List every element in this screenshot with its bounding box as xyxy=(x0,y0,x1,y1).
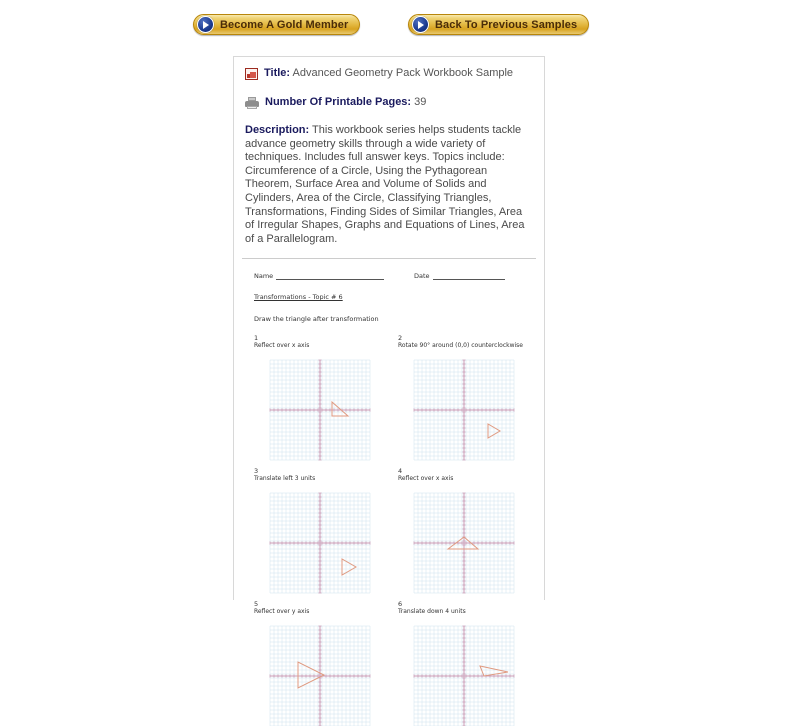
title-row xyxy=(245,66,533,85)
problem-text: Rotate 90° around (0,0) counterclockwise xyxy=(398,342,523,350)
worksheet-date-field xyxy=(414,271,505,280)
description-block xyxy=(245,124,533,246)
problem-number: 4 xyxy=(398,467,403,476)
coordinate-grid-svg xyxy=(270,493,370,593)
worksheet-name-field xyxy=(254,271,414,280)
axes xyxy=(270,360,370,460)
sample-details-panel xyxy=(233,56,545,616)
printable-pages-value: 39 xyxy=(414,96,427,108)
worksheet-name-rule xyxy=(276,271,384,280)
worksheet-problem-grid xyxy=(254,334,530,726)
problem-number: 5 xyxy=(254,600,259,609)
printable-pages-text xyxy=(265,95,426,109)
become-gold-member-label: Become A Gold Member xyxy=(220,18,349,31)
axes xyxy=(414,626,514,726)
problem-graph xyxy=(398,626,530,726)
axes xyxy=(270,626,370,726)
problem-graph xyxy=(398,493,530,593)
worksheet-name-date-row xyxy=(254,271,530,280)
problem-graph xyxy=(254,360,386,460)
worksheet-name-label: Name xyxy=(254,272,274,281)
description-value: This workbook series helps students tackle advance geometry skills through a wide variety of techniques. Includes full answer keys. Topics include: Circumference of a Circle, Using the Pythagorean Theorem, Surface Area and Volume of Solids and Cylinders, Area of the Circle, Classifying Triangles, Transformations, Finding Sides of Similar Triangles, Area of Irregular Shapes, Graphs and Equations of Lines, Area of a Parallelogram. xyxy=(245,124,525,245)
worksheet-date-rule xyxy=(433,271,505,280)
image-file-icon xyxy=(245,67,258,85)
worksheet-topic-heading: Transformations - Topic # 6 xyxy=(254,293,343,302)
worksheet-problem xyxy=(254,600,386,726)
problem-text: Reflect over x axis xyxy=(398,475,454,483)
top-button-bar xyxy=(0,0,800,48)
axes xyxy=(414,360,514,460)
problem-number: 3 xyxy=(254,467,259,476)
axes xyxy=(414,493,514,593)
coordinate-grid-svg xyxy=(270,360,370,460)
back-to-previous-samples-button[interactable] xyxy=(408,14,589,35)
problem-number: 2 xyxy=(398,334,403,343)
worksheet-instruction: Draw the triangle after transformation xyxy=(254,315,379,324)
title-value: Advanced Geometry Pack Workbook Sample xyxy=(292,67,514,79)
worksheet-problem xyxy=(254,334,386,460)
play-circle-icon xyxy=(412,16,429,33)
printable-pages-row xyxy=(245,95,533,114)
worksheet-problem xyxy=(398,334,530,460)
coordinate-grid-svg xyxy=(270,626,370,726)
problem-number: 6 xyxy=(398,600,403,609)
problem-graph xyxy=(254,626,386,726)
worksheet-problem xyxy=(254,467,386,593)
problem-text: Translate down 4 units xyxy=(398,608,466,616)
problem-text: Reflect over x axis xyxy=(254,342,310,350)
play-circle-icon xyxy=(197,16,214,33)
problem-graph xyxy=(254,493,386,593)
coordinate-grid-svg xyxy=(414,493,514,593)
back-to-previous-samples-label: Back To Previous Samples xyxy=(435,18,578,31)
coordinate-grid-svg xyxy=(414,360,514,460)
description-label: Description: xyxy=(245,124,310,136)
axes xyxy=(270,493,370,593)
problem-text: Reflect over y axis xyxy=(254,608,310,616)
worksheet-preview xyxy=(242,258,536,726)
worksheet-date-label: Date xyxy=(414,272,430,281)
worksheet-problem xyxy=(398,467,530,593)
problem-number: 1 xyxy=(254,334,259,343)
title-label: Title: xyxy=(264,67,291,79)
become-gold-member-button[interactable] xyxy=(193,14,360,35)
title-text xyxy=(264,66,513,80)
problem-text: Translate left 3 units xyxy=(254,475,316,483)
coordinate-grid-svg xyxy=(414,626,514,726)
printable-pages-label: Number Of Printable Pages: xyxy=(265,96,412,108)
printer-icon xyxy=(245,96,259,114)
problem-graph xyxy=(398,360,530,460)
worksheet-problem xyxy=(398,600,530,726)
